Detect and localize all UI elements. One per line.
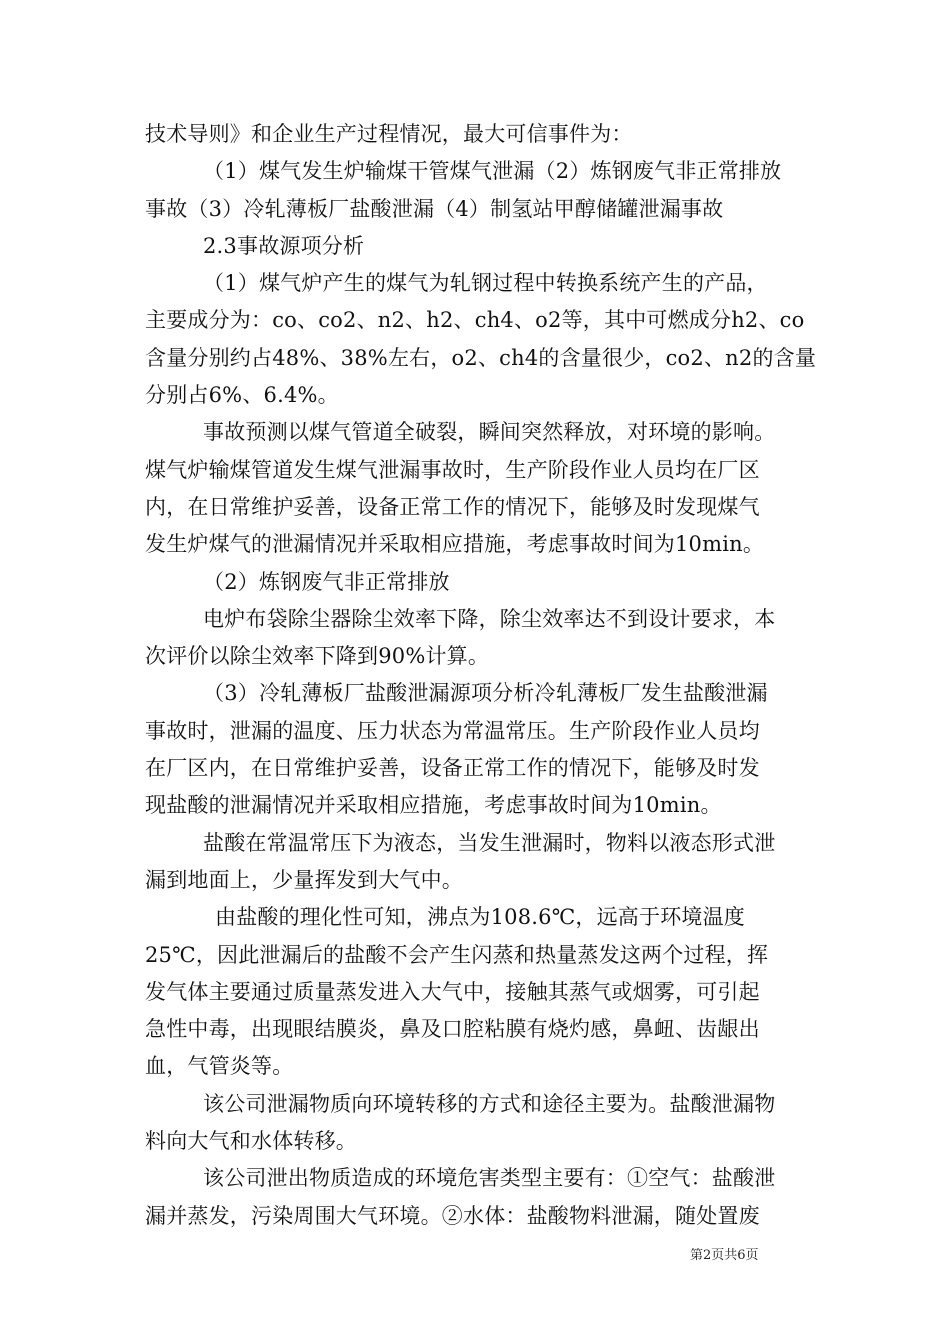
text-line: 急性中毒，出现眼结膜炎，鼻及口腔粘膜有烧灼感，鼻衄、齿龈出 xyxy=(145,1017,760,1042)
text-line: 血，气管炎等。 xyxy=(145,1054,294,1079)
text-line: 事故预测以煤气管道全破裂，瞬间突然释放，对环境的影响。 xyxy=(203,420,776,445)
text-line: 发气体主要通过质量蒸发进入大气中，接触其蒸气或烟雾，可引起 xyxy=(145,979,760,1004)
text-line: （1）煤气炉产生的煤气为轧钢过程中转换系统产生的产品， xyxy=(203,271,768,296)
text-line: 含量分别约占48%、38%左右，o2、ch4的含量很少，co2、n2的含量 xyxy=(145,345,817,370)
text-line: （3）冷轧薄板厂盐酸泄漏源项分析冷轧薄板厂发生盐酸泄漏 xyxy=(203,681,768,706)
text-line: 事故时，泄漏的温度、压力状态为常温常压。生产阶段作业人员均 xyxy=(145,718,760,743)
text-line: 电炉布袋除尘器除尘效率下降，除尘效率达不到设计要求，本 xyxy=(203,606,776,631)
text-line: 该公司泄出物质造成的环境危害类型主要有：①空气：盐酸泄 xyxy=(203,1166,776,1191)
text-line: 技术导则》和企业生产过程情况，最大可信事件为： xyxy=(145,122,633,146)
text-line: 内，在日常维护妥善，设备正常工作的情况下，能够及时发现煤气 xyxy=(145,494,760,519)
text-line: 25℃，因此泄漏后的盐酸不会产生闪蒸和热量蒸发这两个过程，挥 xyxy=(145,942,769,967)
document-body xyxy=(145,116,817,1235)
text-line: 在厂区内，在日常维护妥善，设备正常工作的情况下，能够及时发 xyxy=(145,756,760,781)
text-line: 分别占6%、6.4%。 xyxy=(145,383,339,408)
text-line: 发生炉煤气的泄漏情况并采取相应措施，考虑事故时间为10min。 xyxy=(145,532,765,557)
text-line: 2.3事故源项分析 xyxy=(203,233,365,258)
text-line: 盐酸在常温常压下为液态，当发生泄漏时，物料以液态形式泄 xyxy=(203,830,776,855)
page-footer: 第2页共6页 xyxy=(690,1248,759,1263)
text-line: 料向大气和水体转移。 xyxy=(145,1129,357,1154)
text-line: 次评价以除尘效率下降到90%计算。 xyxy=(145,644,490,669)
text-line: （2）炼钢废气非正常排放 xyxy=(203,569,450,594)
text-line: 该公司泄漏物质向环境转移的方式和途径主要为。盐酸泄漏物 xyxy=(203,1091,776,1116)
text-line: 由盐酸的理化性可知，沸点为108.6℃，远高于环境温度 xyxy=(215,905,746,930)
text-line: 煤气炉输煤管道发生煤气泄漏事故时，生产阶段作业人员均在厂区 xyxy=(145,457,760,482)
text-line: 主要成分为：co、co2、n2、h2、ch4、o2等，其中可燃成分h2、co xyxy=(145,308,805,333)
text-line: （1）煤气发生炉输煤干管煤气泄漏（2）炼钢废气非正常排放 xyxy=(203,159,782,184)
text-line: 漏并蒸发，污染周围大气环境。②水体：盐酸物料泄漏，随处置废 xyxy=(145,1203,760,1228)
text-line: 事故（3）冷轧薄板厂盐酸泄漏（4）制氢站甲醇储罐泄漏事故 xyxy=(145,196,724,221)
text-line: 漏到地面上，少量挥发到大气中。 xyxy=(145,867,463,892)
text-line: 现盐酸的泄漏情况并采取相应措施，考虑事故时间为10min。 xyxy=(145,793,722,818)
